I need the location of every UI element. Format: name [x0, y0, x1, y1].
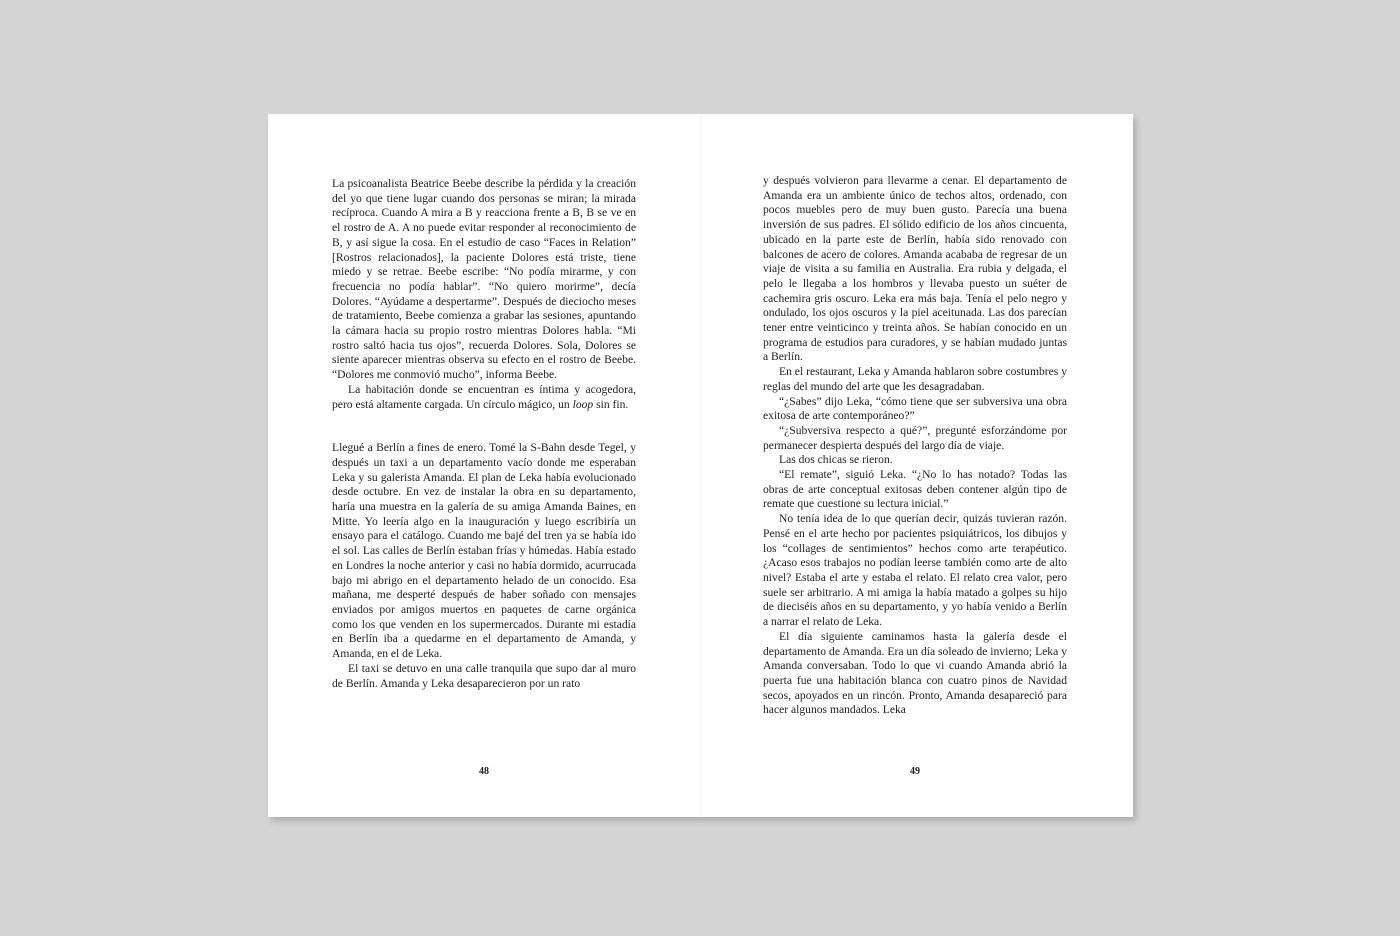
italic-word: loop	[572, 397, 594, 411]
right-page-text	[763, 174, 1067, 718]
paragraph: En el restaurant, Leka y Amanda hablaron sobre costumbres y reglas del mundo del arte que les desagradaban.	[763, 365, 1067, 393]
paragraph: Llegué a Berlín a fines de enero. Tomé la S-Bahn desde Tegel, y después un taxi a un departamento vacío donde me esperaban Leka y su galerista Amanda. El plan de Leka había evolucionado desde octubre. En vez de instalar la obra en su departamento, haría una muestra en la galería de su amiga Amanda Baines, en Mitte. Yo leería algo en la inauguración y luego escribiría un ensayo para el catálogo. Cuando me bajé del tren ya se había ido el sol. Las calles de Berlín estaban frías y húmedas. Había estado en Londres la noche anterior y casi no había dormido, acurrucada bajo mi abrigo en el departamento helado de un conocido. Esa mañana, me desperté después de haber soñado con mensajes enviados por amigos muertos en paquetes de carne orgánica como los que venden en los supermercados. Durante mi estadía en Berlín iba a quedarme en el departamento de Amanda, y Amanda, en el de Leka.	[332, 441, 636, 661]
paragraph: El taxi se detuvo en una calle tranquila que supo dar al muro de Berlín. Amanda y Leka desaparecieron por un rato	[332, 661, 636, 690]
left-page-text	[332, 177, 636, 691]
page-number-right: 49	[910, 766, 920, 777]
paragraph	[332, 383, 636, 412]
paragraph: La psicoanalista Beatrice Beebe describe la pérdida y la creación del yo que tiene lugar cuando dos personas se miran; la mirada recíproca. Cuando A mira a B y reacciona frente a B, B se ve en el rostro de A. A no puede evitar responder al reconocimiento de B, y así sigue la cosa. En el estudio de caso “Faces in Relation” [Rostros relacionados], la paciente Dolores está triste, tiene miedo y se retrae. Beebe escribe: “No podía mirarme, y con frecuencia no podía hablar”. “No quiero morirme”, decía Dolores. “Ayúdame a despertarme”. Después de dieciocho meses de tratamiento, Beebe comienza a grabar las sesiones, apuntando la cámara hacia su propio rostro mientras Dolores habla. “Mi rostro saltó hacia tus ojos”, recuerda Dolores. Sola, Dolores se siente aparecer mientras observa su efecto en el rostro de Beebe. “Dolores me conmovió mucho”, informa Beebe.	[332, 177, 636, 382]
book-spread	[268, 114, 1133, 817]
paragraph: y después volvieron para llevarme a cenar. El departamento de Amanda era un ambiente único de techos altos, ordenado, con pocos muebles pero de muy buen gusto. Parecía una buena inversión de sus padres. El sólido edificio de los años cincuenta, ubicado en la parte este de Berlín, había sido renovado con balcones de acero de colores. Amanda acababa de regresar de un viaje de visita a su familia en Australia. Era rubia y delgada, el pelo le llegaba a los hombros y llevaba puesto un suéter de cachemira gris oscuro. Leka era más baja. Tenía el pelo negro y ondulado, los ojos oscuros y la piel aceitunada. Las dos parecían tener entre veinticinco y treinta años. Se habían conocido en un programa de estudios para curadores, y se habían mudado juntas a Berlín.	[763, 174, 1067, 364]
page-number-left: 48	[479, 766, 489, 777]
paragraph: No tenía idea de lo que querían decir, quizás tuvieran razón. Pensé en el arte hecho por pacientes psiquiátricos, los dibujos y los “collages de sentimientos” hechos como arte terapéutico. ¿Acaso esos trabajos no podían leerse también como arte de alto nivel? Estaba el arte y estaba el relato. El relato crea valor, pero suele ser arbitrario. A mi amiga la había matado a golpes su hijo de dieciséis años en su departamento, y yo había venido a Berlín a narrar el relato de Leka.	[763, 512, 1067, 629]
paragraph: “El remate”, siguió Leka. “¿No lo has notado? Todas las obras de arte conceptual exitosas deben contener algún tipo de remate que cuestione su lectura inicial.”	[763, 468, 1067, 511]
paragraph-text: La habitación donde se encuentran es íntima y acogedora, pero está altamente cargada. Un círculo mágico, un	[332, 382, 636, 411]
paragraph-text: sin fin.	[593, 397, 629, 411]
book-gutter	[700, 114, 702, 817]
paragraph: Las dos chicas se rieron.	[779, 453, 893, 467]
paragraph: El día siguiente caminamos hasta la galería desde el departamento de Amanda. Era un día soleado de invierno; Leka y Amanda conversaban. Todo lo que vi cuando Amanda abrió la puerta fue una habitación blanca con cuatro pinos de Navidad secos, apoyados en un rincón. Pronto, Amanda desapareció para hacer algunos mandados. Leka	[763, 629, 1067, 717]
paragraph: “¿Subversiva respecto a qué?”, pregunté esforzándome por permanecer despierta después del largo día de viaje.	[763, 423, 1067, 452]
paragraph: “¿Sabes” dijo Leka, “cómo tiene que ser subversiva una obra exitosa de arte contemporáneo?”	[763, 394, 1067, 423]
